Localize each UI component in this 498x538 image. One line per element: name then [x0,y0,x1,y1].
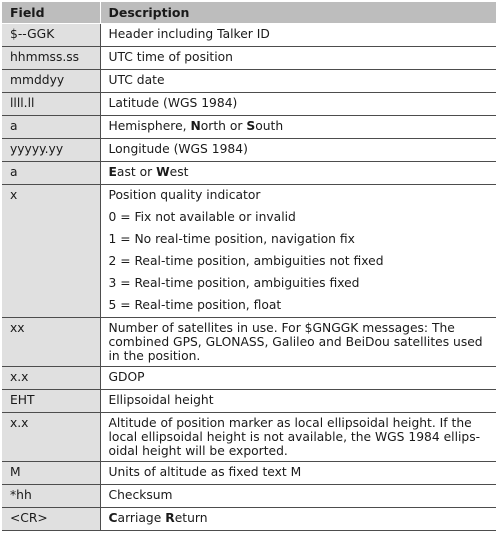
description-cell [100,116,496,139]
description-cell: UTC time of position [100,47,496,70]
description-text: est [169,165,189,179]
description-cell: Checksum [100,485,496,508]
description-text: Hemisphere, [108,119,191,133]
description-cell: GDOP [100,367,496,390]
description-cell: Ellipsoidal height [100,390,496,413]
emphasis-letter: R [165,511,175,525]
field-cell: <CR> [2,508,100,531]
description-cell: 1 = No real-time position, navigation fix [100,229,496,251]
table-row [2,185,496,208]
table-row [2,390,496,413]
table-row [2,47,496,70]
field-cell: hhmmss.ss [2,47,100,70]
description-cell: UTC date [100,70,496,93]
field-cell: $--GGK [2,24,100,47]
field-cell [2,251,100,273]
emphasis-letter: S [246,119,256,133]
description-cell: Units of altitude as fixed text M [100,462,496,485]
description-text: ast or [116,165,157,179]
field-cell: M [2,462,100,485]
description-cell: Position quality indicator [100,185,496,208]
table-row [2,462,496,485]
description-text: arriage [117,511,166,525]
table-row [2,207,496,229]
table-row [2,295,496,318]
table-row [2,139,496,162]
field-cell: x.x [2,413,100,462]
field-cell: mmddyy [2,70,100,93]
table-row [2,229,496,251]
field-cell: a [2,116,100,139]
table-row [2,485,496,508]
description-cell: Number of satellites in use. For $GNGGK messages: The combined GPS, GLONASS, Galileo and BeiDou satellites used in the position. [100,318,496,367]
field-cell: yyyyy.yy [2,139,100,162]
table-row [2,93,496,116]
table-row [2,413,496,462]
emphasis-letter: N [190,119,201,133]
description-cell [100,508,496,531]
table-row [2,318,496,367]
table-row [2,367,496,390]
field-cell: *hh [2,485,100,508]
description-cell: Header including Talker ID [100,24,496,47]
field-cell [2,229,100,251]
emphasis-letter: E [108,165,117,179]
emphasis-letter: W [156,165,170,179]
description-cell: 0 = Fix not available or invalid [100,207,496,229]
description-text: outh [255,119,284,133]
emphasis-letter: C [108,511,118,525]
nmea-ggk-field-table [2,2,496,531]
field-cell: EHT [2,390,100,413]
table-row [2,116,496,139]
table-row [2,508,496,531]
field-cell: x [2,185,100,208]
description-cell: Altitude of position marker as local ellipsoidal height. If the local ellipsoidal height is not available, the WGS 1984 ellips-oidal height will be exported. [100,413,496,462]
description-text: eturn [174,511,208,525]
field-cell: a [2,162,100,185]
field-cell [2,273,100,295]
description-cell: 5 = Real-time position, float [100,295,496,318]
table-row [2,273,496,295]
column-header-description: Description [100,2,496,24]
description-cell: 3 = Real-time position, ambiguities fixed [100,273,496,295]
table-row [2,251,496,273]
table-row [2,24,496,47]
table-header-row [2,2,496,24]
field-cell [2,207,100,229]
description-cell: Longitude (WGS 1984) [100,139,496,162]
column-header-field: Field [2,2,100,24]
table-row [2,70,496,93]
description-cell: 2 = Real-time position, ambiguities not fixed [100,251,496,273]
field-cell: xx [2,318,100,367]
field-cell: llll.ll [2,93,100,116]
field-cell [2,295,100,318]
description-text: orth or [200,119,247,133]
description-cell [100,162,496,185]
description-cell: Latitude (WGS 1984) [100,93,496,116]
table-row [2,162,496,185]
field-cell: x.x [2,367,100,390]
